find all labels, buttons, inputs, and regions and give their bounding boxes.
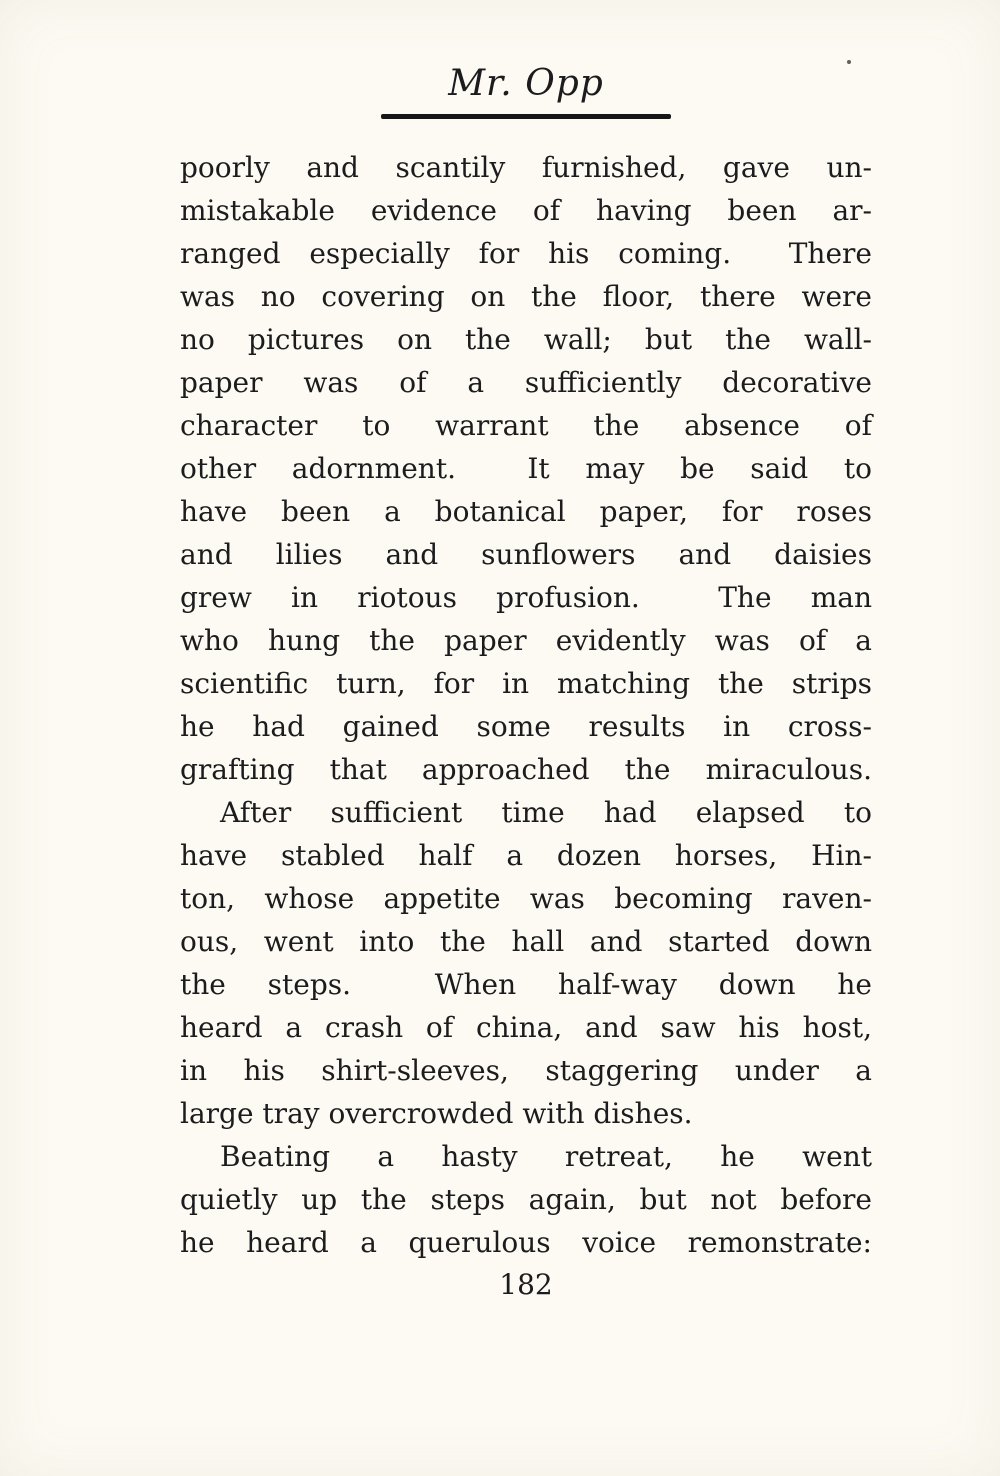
text-line: who hung the paper evidently was of a [180,624,872,657]
text-line: large tray overcrowded with dishes. [180,1097,693,1130]
text-line: grew in riotous profusion. The man [180,581,872,614]
text-line: grafting that approached the miraculous. [180,753,872,786]
scan-speck [847,60,851,64]
text-line: and lilies and sunflowers and daisies [180,538,872,571]
text-line: quietly up the steps again, but not before [180,1183,872,1216]
text-line: was no covering on the floor, there were [180,280,872,313]
text-line: heard a crash of china, and saw his host, [180,1011,872,1044]
text-line: ous, went into the hall and started down [180,925,872,958]
page-header-title: Mr. Opp [448,63,604,104]
text-line: have stabled half a dozen horses, Hin- [180,839,872,872]
text-line: Beating a hasty retreat, he went [220,1140,872,1173]
body-text [180,146,872,1264]
text-line: ranged especially for his coming. There [180,237,872,270]
text-line: poorly and scantily furnished, gave un- [180,151,872,184]
text-line: have been a botanical paper, for roses [180,495,872,528]
text-line: other adornment. It may be said to [180,452,872,485]
text-line: After sufficient time had elapsed to [220,796,872,829]
header-rule [381,114,671,119]
page-number: 182 [499,1268,553,1301]
text-line: mistakable evidence of having been ar- [180,194,872,227]
text-line: character to warrant the absence of [180,409,872,442]
text-line: no pictures on the wall; but the wall- [180,323,872,356]
text-line: he had gained some results in cross- [180,710,872,743]
text-line: scientific turn, for in matching the strips [180,667,872,700]
text-line: the steps. When half-way down he [180,968,872,1001]
text-line: he heard a querulous voice remonstrate: [180,1226,872,1259]
text-line: paper was of a sufficiently decorative [180,366,872,399]
running-header [180,62,872,119]
text-line: in his shirt-sleeves, staggering under a [180,1054,872,1087]
text-line: ton, whose appetite was becoming raven- [180,882,872,915]
